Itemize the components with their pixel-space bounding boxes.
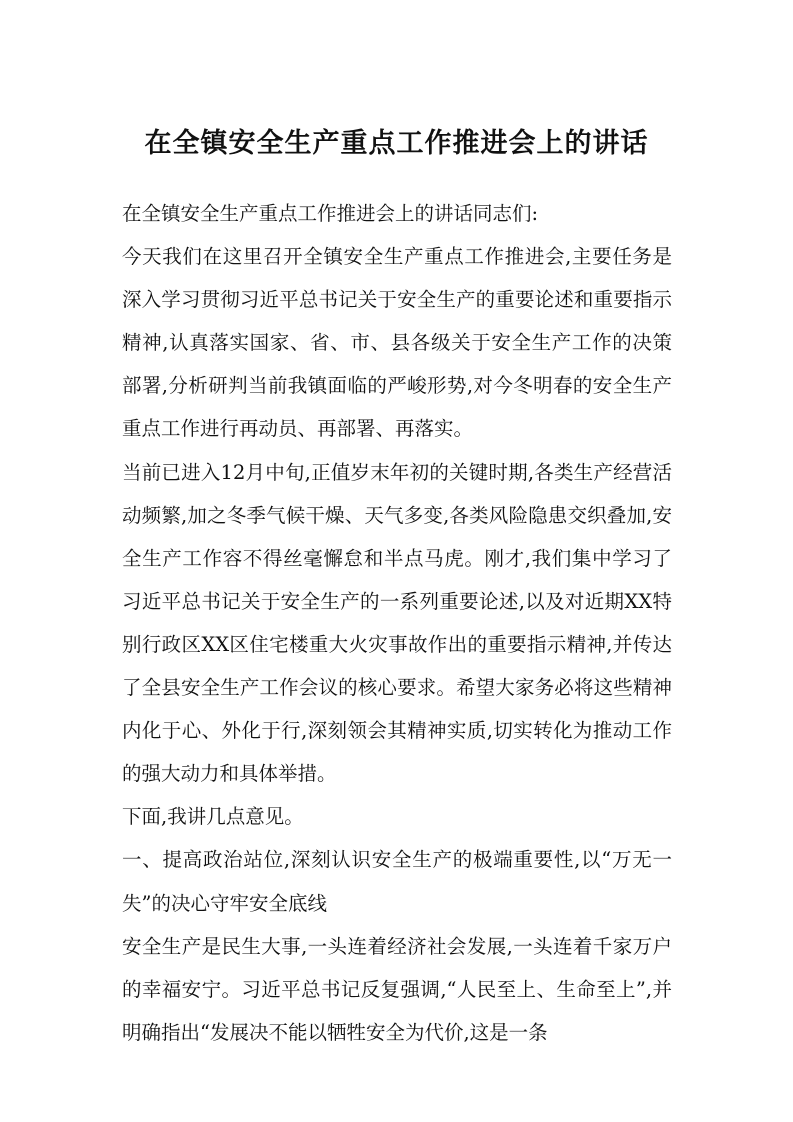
document-title: 在全镇安全生产重点工作推进会上的讲话: [144, 128, 649, 159]
paragraph-situation: 当前已进入12月中旬,正值岁末年初的关键时期,各类生产经营活动频繁,加之冬季气候干燥、天气多变,各类风险隐患交织叠加,安全生产工作容不得丝毫懈怠和半点马虎。刚才,我们集中学习了习近平总书记关于安全生产的一系列重要论述,以及对近期XX特别行政区XX区住宅楼重大火灾事故作出的重要指示精神,并传达了全县安全生产工作会议的核心要求。希望大家务必将这些精神内化于心、外化于行,深刻领会其精神实质,切实转化为推动工作的强大动力和具体举措。: [122, 460, 672, 786]
paragraph-transition: 下面,我讲几点意见。: [122, 805, 304, 829]
document-body: [122, 192, 672, 1054]
section-heading-one: 一、提高政治站位,深刻认识安全生产的极端重要性,以“万无一失”的决心守牢安全底线: [122, 848, 672, 915]
paragraph-salutation: 在全镇安全生产重点工作推进会上的讲话同志们:: [122, 202, 539, 225]
paragraph-opening: 今天我们在这里召开全镇安全生产重点工作推进会,主要任务是深入学习贯彻习近平总书记关于安全生产的重要论述和重要指示精神,认真落实国家、省、市、县各级关于安全生产工作的决策部署,分析研判当前我镇面临的严峻形势,对今冬明春的安全生产重点工作进行再动员、再部署、再落实。: [122, 245, 672, 441]
paragraph-section-one: 安全生产是民生大事,一头连着经济社会发展,一头连着千家万户的幸福安宁。习近平总书记反复强调,“人民至上、生命至上”,并明确指出“发展决不能以牺牲安全为代价,这是一条: [122, 934, 672, 1044]
